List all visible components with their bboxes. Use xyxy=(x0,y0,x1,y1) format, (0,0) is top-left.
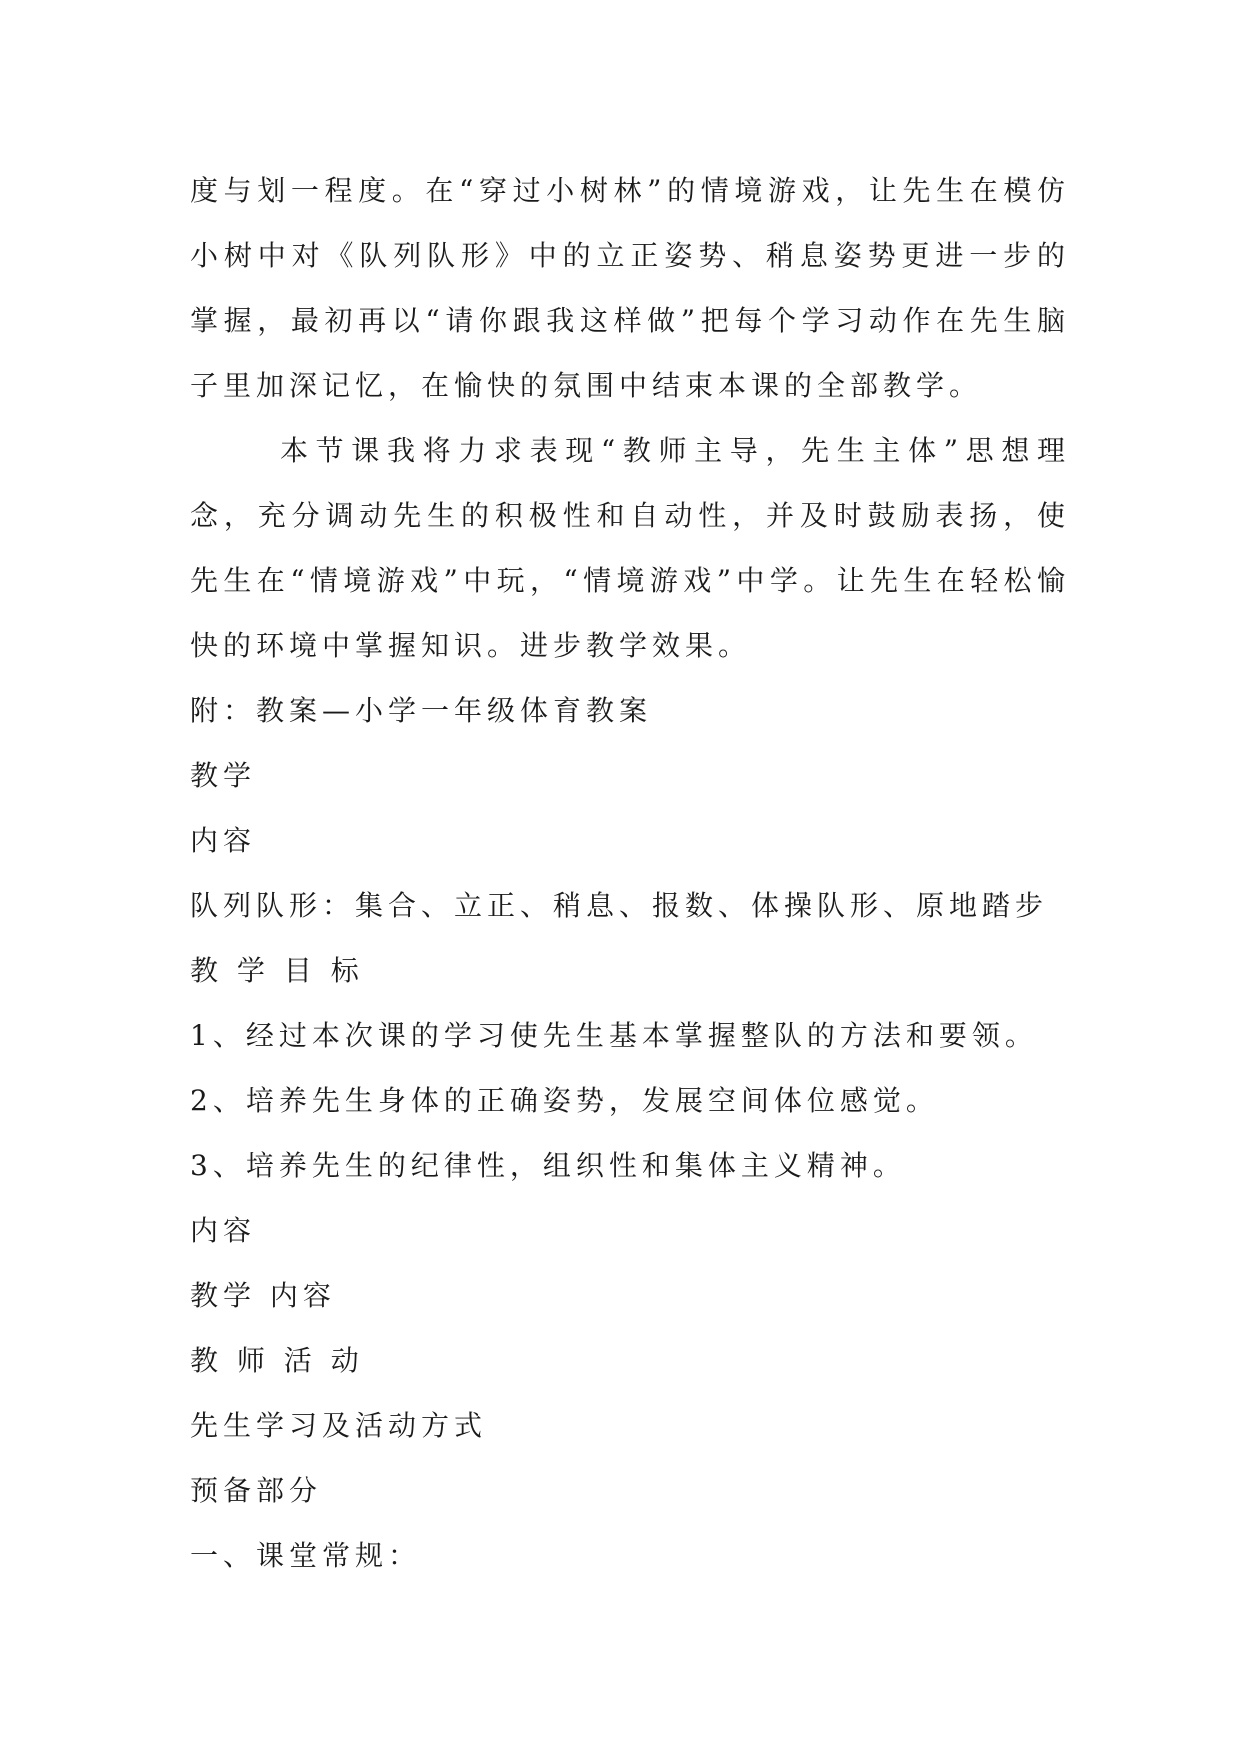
goal-item-3: 3、培养先生的纪律性，组织性和集体主义精神。 xyxy=(190,1149,906,1182)
item-classroom-routine: 一、课堂常规： xyxy=(190,1539,422,1572)
appendix-title: 附：教案—小学一年级体育教案 xyxy=(190,694,653,727)
heading-teaching-goals: 教 学 目 标 xyxy=(190,954,364,987)
label-teacher-activities: 教 师 活 动 xyxy=(190,1344,364,1377)
label-student-activities: 先生学习及活动方式 xyxy=(190,1409,488,1442)
document-body xyxy=(190,158,1070,1588)
label-content: 内容 xyxy=(190,824,257,857)
section-preparation: 预备部分 xyxy=(190,1474,323,1507)
label-teaching: 教学 xyxy=(190,759,257,792)
goal-item-1: 1、经过本次课的学习使先生基本掌握整队的方法和要领。 xyxy=(190,1019,1038,1052)
paragraph-teaching-philosophy: 本节课我将力求表现“教师主导，先生主体”思想理念，充分调动先生的积极性和自动性，并及时鼓励表扬，使先生在“情境游戏”中玩，“情境游戏”中学。让先生在轻松愉快的环境中掌握知识。进步教学效果。 xyxy=(190,434,1070,662)
label-content-2: 内容 xyxy=(190,1214,257,1247)
lesson-content: 队列队形：集合、立正、稍息、报数、体操队形、原地踏步 xyxy=(190,889,1049,922)
goal-item-2: 2、培养先生身体的正确姿势，发展空间体位感觉。 xyxy=(190,1084,939,1117)
label-teaching-content: 教学 内容 xyxy=(190,1279,336,1312)
paragraph-lesson-summary: 度与划一程度。在“穿过小树林”的情境游戏，让先生在模仿小树中对《队列队形》中的立正姿势、稍息姿势更进一步的掌握，最初再以“请你跟我这样做”把每个学习动作在先生脑子里加深记忆，在愉快的氛围中结束本课的全部教学。 xyxy=(190,174,1070,402)
